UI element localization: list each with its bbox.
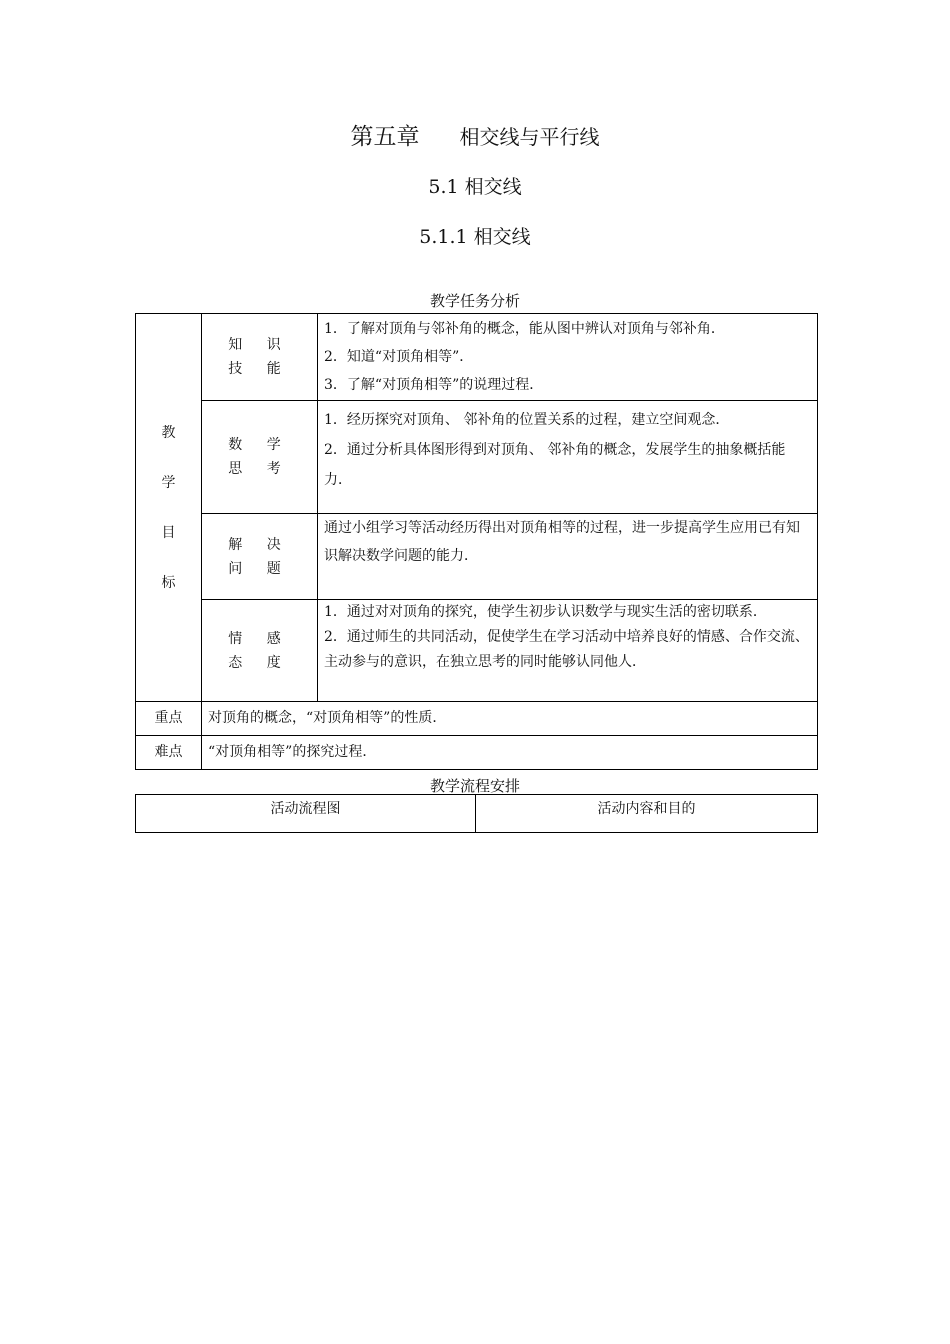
goal-content <box>318 314 818 401</box>
table-row <box>136 702 818 736</box>
side-char: 教 <box>161 424 176 441</box>
category-label: 解 决 <box>228 536 291 553</box>
goal-line: 2．知道“对顶角相等”． <box>324 349 474 365</box>
category-math-thinking <box>202 401 318 514</box>
category-knowledge-skills <box>202 314 318 401</box>
goal-line: 2．通过分析具体图形得到对顶角、 邻补角的概念，发展学生的抽象概括能力． <box>324 442 786 488</box>
task-analysis-caption: 教学任务分析 <box>429 292 520 310</box>
category-label: 问 题 <box>228 560 291 577</box>
goal-line: 2．通过师生的共同活动，促使学生在学习活动中培养良好的情感、合作交流、主动参与的意识，在独立思考的同时能够认同他人． <box>324 629 809 670</box>
goal-content <box>318 514 818 600</box>
category-label: 情 感 <box>228 630 291 647</box>
section-heading: 5.1 相交线 <box>428 176 522 198</box>
difficulty-label: 难点 <box>136 736 202 770</box>
category-emotion-attitude <box>202 600 318 702</box>
category-label: 态 度 <box>228 654 291 671</box>
goal-line: 通过小组学习等活动经历得出对顶角相等的过程，进一步提高学生应用已有知识解决数学问题的能力． <box>324 520 800 564</box>
category-label: 知 识 <box>228 337 291 353</box>
goal-line: 3．了解“对顶角相等”的说理过程． <box>324 377 544 393</box>
category-label: 数 学 <box>228 437 291 453</box>
table-row <box>136 314 818 401</box>
key-point-text: 对顶角的概念，“对顶角相等”的性质． <box>202 702 818 736</box>
goal-content <box>318 600 818 702</box>
side-char: 标 <box>161 574 176 591</box>
table-row <box>136 401 818 514</box>
side-char: 学 <box>161 474 176 491</box>
table-row <box>136 736 818 770</box>
chapter-subtitle: 相交线与平行线 <box>459 125 600 149</box>
category-label: 思 考 <box>228 461 291 477</box>
teaching-goals-header <box>136 314 202 702</box>
flow-header-diagram: 活动流程图 <box>136 795 476 833</box>
goal-content <box>318 401 818 514</box>
flow-table <box>135 794 818 833</box>
chapter-number: 第五章 <box>350 124 420 150</box>
category-label: 技 能 <box>228 361 291 377</box>
goal-line: 1．通过对对顶角的探究，使学生初步认识数学与现实生活的密切联系． <box>324 604 767 620</box>
goal-line: 1．经历探究对顶角、 邻补角的位置关系的过程，建立空间观念． <box>324 412 730 428</box>
goal-line: 1．了解对顶角与邻补角的概念，能从图中辨认对顶角与邻补角． <box>324 321 725 337</box>
subsection-heading: 5.1.1 相交线 <box>419 226 531 248</box>
task-analysis-table <box>135 313 818 770</box>
difficulty-text: “对顶角相等”的探究过程． <box>202 736 818 770</box>
chapter-title <box>0 118 950 151</box>
table-row <box>136 795 818 833</box>
category-problem-solving <box>202 514 318 600</box>
table-row <box>136 514 818 600</box>
flow-header-content: 活动内容和目的 <box>476 795 818 833</box>
flow-caption: 教学流程安排 <box>429 777 520 795</box>
table-row <box>136 600 818 702</box>
side-char: 目 <box>161 524 176 541</box>
key-point-label: 重点 <box>136 702 202 736</box>
